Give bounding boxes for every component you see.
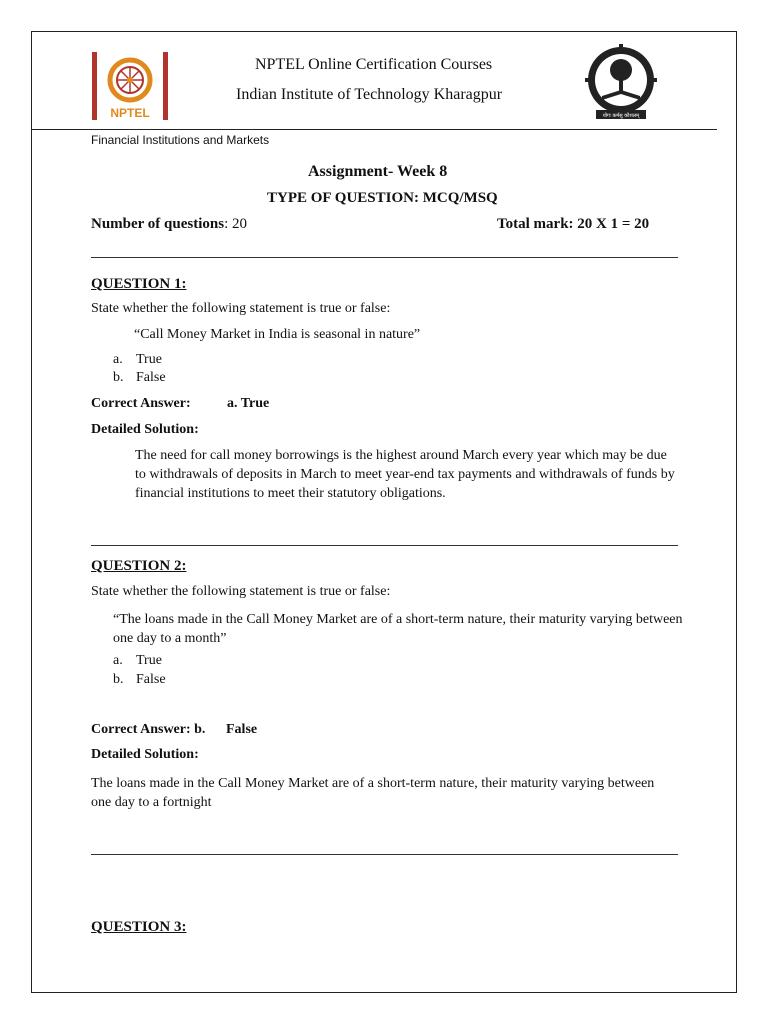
question-type: TYPE OF QUESTION: MCQ/MSQ: [267, 190, 498, 206]
q2-solution-text: The loans made in the Call Money Market are of a short-term nature, their maturity varying between one day to a fortnight: [91, 776, 655, 810]
course-name: Financial Institutions and Markets: [91, 133, 270, 147]
q1-solution-text: The need for call money borrowings is the highest around March every year which may be due to withdrawals of deposits in March to meet year-end tax payments and withdrawals of funds by financial institutions to meet their statutory obligations.: [135, 448, 675, 501]
answer-label: Correct Answer: b.: [91, 722, 206, 737]
q1-option-a: [113, 352, 162, 368]
emblem-motto: योगः कर्मसु कौशलम्: [602, 113, 640, 119]
q1-option-b: [113, 370, 166, 386]
q2-statement: “The loans made in the Call Money Market are of a short-term nature, their maturity varying between one day to a month”: [113, 612, 683, 646]
q1-heading: QUESTION 1:: [91, 276, 187, 292]
answer-value: False: [226, 722, 258, 737]
answer-value: a. True: [227, 396, 270, 411]
option-text: False: [136, 672, 166, 687]
q2-option-b: [113, 672, 166, 688]
assignment-title: Assignment- Week 8: [308, 163, 448, 180]
header-line-1: NPTEL Online Certification Courses: [255, 56, 493, 73]
option-text: False: [136, 370, 166, 385]
option-letter: a.: [113, 352, 123, 367]
q1-statement: “Call Money Market in India is seasonal in nature”: [134, 327, 421, 342]
num-value: : 20: [224, 216, 247, 232]
q3-heading: QUESTION 3:: [91, 919, 187, 935]
option-text: True: [136, 352, 162, 367]
number-of-questions: [91, 216, 247, 233]
total-mark: Total mark: 20 X 1 = 20: [497, 216, 650, 232]
q2-answer: [91, 722, 258, 738]
iit-kharagpur-emblem: [584, 44, 658, 124]
option-letter: a.: [113, 653, 123, 668]
option-letter: b.: [113, 370, 124, 385]
q2-solution-label: Detailed Solution:: [91, 747, 199, 762]
nptel-logo: [90, 50, 170, 122]
q2-prompt: State whether the following statement is true or false:: [91, 584, 391, 599]
answer-label: Correct Answer:: [91, 396, 191, 411]
nptel-logo-text: NPTEL: [110, 106, 150, 120]
option-letter: b.: [113, 672, 124, 687]
num-label: Number of questions: [91, 216, 225, 232]
separator-2: [91, 545, 678, 546]
header-divider: [31, 129, 717, 130]
header-line-2: Indian Institute of Technology Kharagpur: [236, 86, 503, 103]
option-text: True: [136, 653, 162, 668]
q2-heading: QUESTION 2:: [91, 558, 187, 574]
separator-3: [91, 854, 678, 855]
q1-answer: [91, 396, 270, 412]
q1-solution-label: Detailed Solution:: [91, 422, 199, 437]
separator-1: [91, 257, 678, 258]
q2-option-a: [113, 653, 162, 669]
q1-prompt: State whether the following statement is true or false:: [91, 301, 391, 316]
